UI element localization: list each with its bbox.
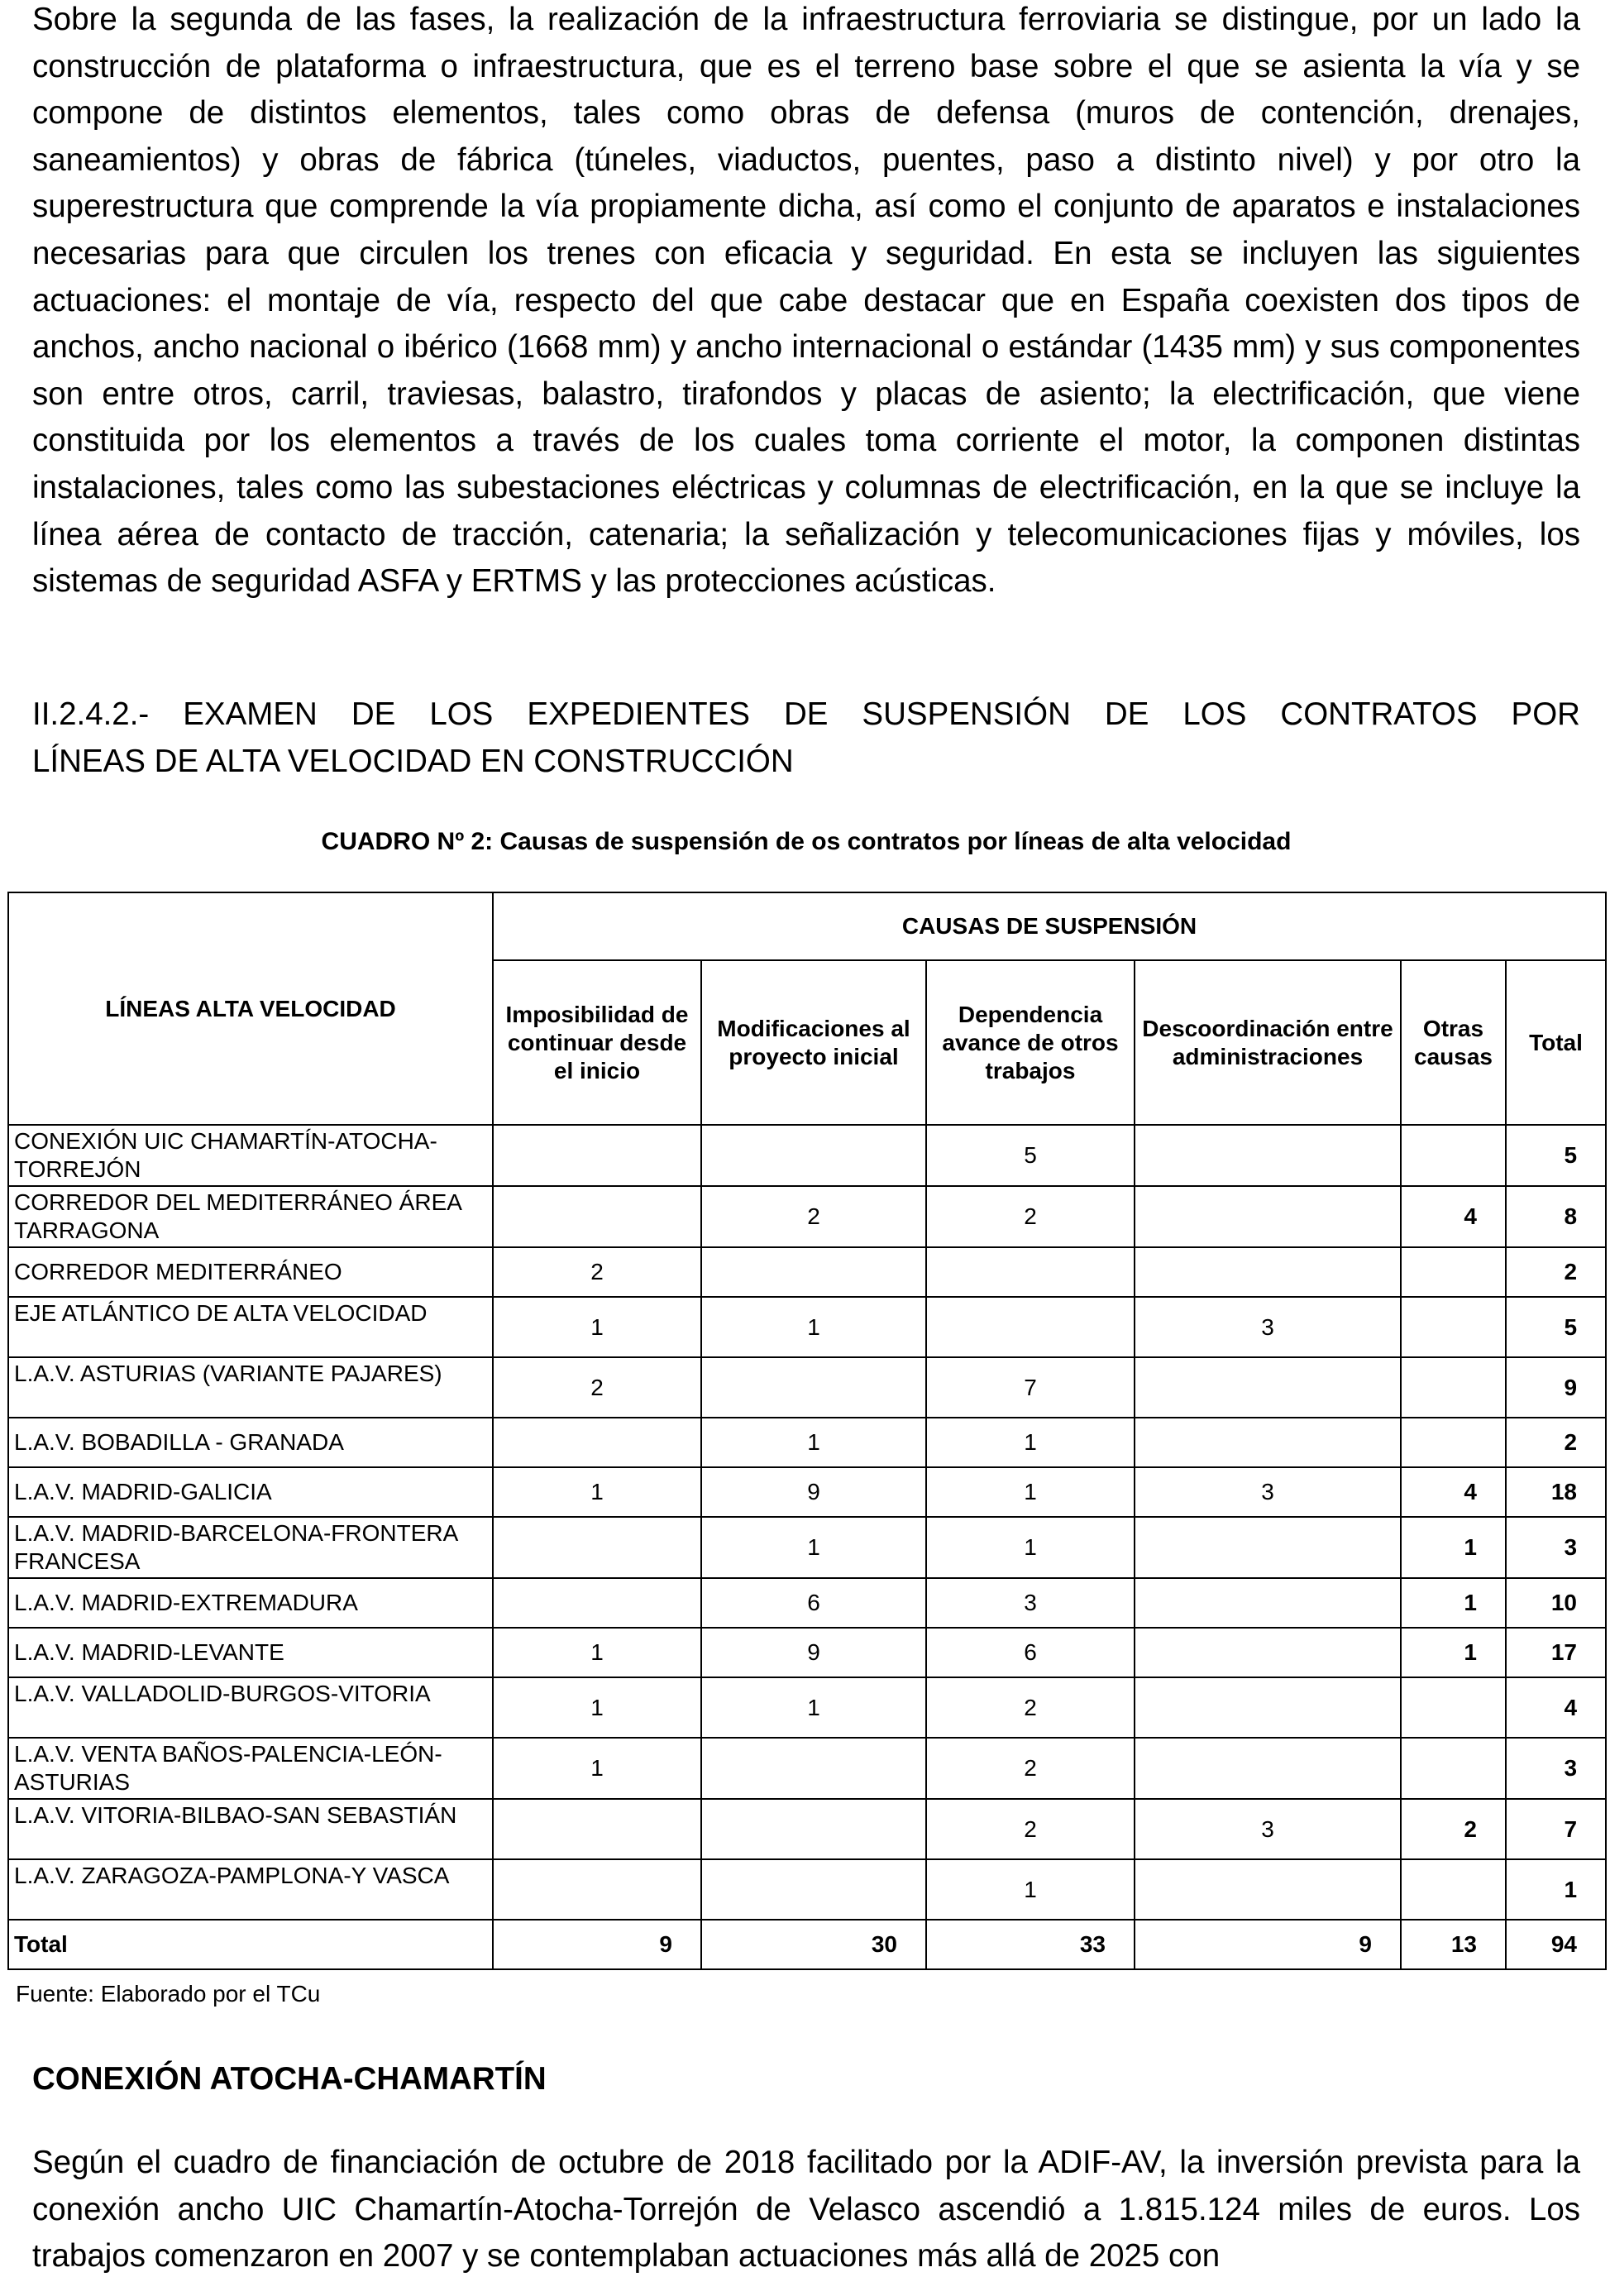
cell-c5: 1 — [1401, 1517, 1506, 1578]
row-name: CORREDOR MEDITERRÁNEO — [8, 1247, 493, 1297]
cell-c3: 2 — [926, 1186, 1135, 1247]
cell-total: 17 — [1506, 1628, 1606, 1677]
table-row — [8, 1517, 1606, 1578]
cell-c1 — [493, 1799, 701, 1859]
table-row — [8, 1628, 1606, 1677]
section-heading — [32, 691, 1580, 785]
cell-c3 — [926, 1247, 1135, 1297]
cell-c4 — [1135, 1247, 1401, 1297]
cell-c2: 2 — [701, 1186, 926, 1247]
cell-c2: 1 — [701, 1418, 926, 1467]
cell-total: 3 — [1506, 1738, 1606, 1799]
cell-c1: 1 — [493, 1628, 701, 1677]
cell-c5 — [1401, 1125, 1506, 1186]
header-col-5: Otras causas — [1401, 960, 1506, 1125]
cell-c3: 2 — [926, 1738, 1135, 1799]
cell-c5: 4 — [1401, 1186, 1506, 1247]
cell-c5 — [1401, 1418, 1506, 1467]
header-causes-group: CAUSAS DE SUSPENSIÓN — [493, 892, 1606, 960]
cell-c4 — [1135, 1186, 1401, 1247]
cell-total: 2 — [1506, 1247, 1606, 1297]
header-col-1: Imposibilidad de continuar desde el inicio — [493, 960, 701, 1125]
cell-c3: 1 — [926, 1517, 1135, 1578]
row-name: L.A.V. ZARAGOZA-PAMPLONA-Y VASCA — [8, 1859, 493, 1920]
table-row — [8, 1738, 1606, 1799]
cell-c4: 3 — [1135, 1467, 1401, 1517]
table-row — [8, 1247, 1606, 1297]
table-row — [8, 1677, 1606, 1738]
cell-c5 — [1401, 1297, 1506, 1357]
cell-total: 94 — [1506, 1920, 1606, 1969]
row-name: L.A.V. MADRID-BARCELONA-FRONTERA FRANCESA — [8, 1517, 493, 1578]
cell-c2: 6 — [701, 1578, 926, 1628]
cell-c1 — [493, 1859, 701, 1920]
table-row — [8, 1467, 1606, 1517]
row-name: L.A.V. MADRID-EXTREMADURA — [8, 1578, 493, 1628]
cell-total: 1 — [1506, 1859, 1606, 1920]
table-row — [8, 1125, 1606, 1186]
cell-c4 — [1135, 1517, 1401, 1578]
row-name: Total — [8, 1920, 493, 1969]
cell-c2 — [701, 1799, 926, 1859]
cell-total: 10 — [1506, 1578, 1606, 1628]
cell-c2: 1 — [701, 1517, 926, 1578]
cell-c2 — [701, 1859, 926, 1920]
cell-c4 — [1135, 1357, 1401, 1418]
cell-total: 18 — [1506, 1467, 1606, 1517]
cell-c3: 6 — [926, 1628, 1135, 1677]
cell-c4 — [1135, 1628, 1401, 1677]
header-col-total: Total — [1506, 960, 1606, 1125]
section-heading-line2: LÍNEAS DE ALTA VELOCIDAD EN CONSTRUCCIÓN — [32, 743, 794, 779]
table-caption: CUADRO Nº 2: Causas de suspensión de os contratos por líneas de alta velocidad — [321, 828, 1292, 855]
table-row — [8, 1799, 1606, 1859]
cell-total: 2 — [1506, 1418, 1606, 1467]
header-lines: LÍNEAS ALTA VELOCIDAD — [8, 892, 493, 1125]
row-name: L.A.V. VENTA BAÑOS-PALENCIA-LEÓN-ASTURIAS — [8, 1738, 493, 1799]
cell-c4: 9 — [1135, 1920, 1401, 1969]
cell-c5 — [1401, 1738, 1506, 1799]
conn-heading: CONEXIÓN ATOCHA-CHAMARTÍN — [32, 2061, 547, 2097]
cell-c2: 9 — [701, 1628, 926, 1677]
cell-c5: 4 — [1401, 1467, 1506, 1517]
cell-c1: 2 — [493, 1247, 701, 1297]
cell-c5: 1 — [1401, 1578, 1506, 1628]
cell-c1: 1 — [493, 1467, 701, 1517]
row-name: CONEXIÓN UIC CHAMARTÍN-ATOCHA-TORREJÓN — [8, 1125, 493, 1186]
cell-total: 4 — [1506, 1677, 1606, 1738]
row-name: EJE ATLÁNTICO DE ALTA VELOCIDAD — [8, 1297, 493, 1357]
cell-c4 — [1135, 1418, 1401, 1467]
conn-paragraph: Según el cuadro de financiación de octubre de 2018 facilitado por la ADIF-AV, la inversión prevista para la conexión ancho UIC Chamartín-Atocha-Torrejón de Velasco ascendió a 1.815.124 miles de euros. Los trabajos comenzaron en 2007 y se contemplaban actuaciones más allá de 2025 con — [32, 2145, 1580, 2274]
row-name: L.A.V. ASTURIAS (VARIANTE PAJARES) — [8, 1357, 493, 1418]
cell-c1 — [493, 1418, 701, 1467]
cell-c1: 1 — [493, 1677, 701, 1738]
cell-c3: 1 — [926, 1418, 1135, 1467]
cell-total: 5 — [1506, 1297, 1606, 1357]
cell-c2: 1 — [701, 1297, 926, 1357]
cell-total: 7 — [1506, 1799, 1606, 1859]
cell-c5: 1 — [1401, 1628, 1506, 1677]
cell-c1 — [493, 1125, 701, 1186]
cell-c4 — [1135, 1859, 1401, 1920]
intro-paragraph: Sobre la segunda de las fases, la realización de la infraestructura ferroviaria se distingue, por un lado la construcción de plataforma o infraestructura, que es el terreno base sobre el que se asienta la vía y se compone de distintos elementos, tales como obras de defensa (muros de contención, drenajes, saneamientos) y obras de fábrica (túneles, viaductos, puentes, paso a distinto nivel) y por otro la superestructura que comprende la vía propiamente dicha, así como el conjunto de aparatos e instalaciones necesarias para que circulen los trenes con eficacia y seguridad. En esta se incluyen las siguientes actuaciones: el montaje de vía, respecto del que cabe destacar que en España coexisten dos tipos de anchos, ancho nacional o ibérico (1668 mm) y ancho internacional o estándar (1435 mm) y sus componentes son entre otros, carril, traviesas, balastro, tirafondos y placas de asiento; la electrificación, que viene constituida por los elementos a través de los cuales toma corriente el motor, la componen distintas instalaciones, tales como las subestaciones eléctricas y columnas de electrificación, en la que se incluye la línea aérea de contacto de tracción, catenaria; la señalización y telecomunicaciones fijas y móviles, los sistemas de seguridad ASFA y ERTMS y las protecciones acústicas. — [32, 2, 1580, 600]
header-col-4: Descoordinación entre administraciones — [1135, 960, 1401, 1125]
cell-c5: 13 — [1401, 1920, 1506, 1969]
cell-total: 8 — [1506, 1186, 1606, 1247]
row-name: L.A.V. MADRID-GALICIA — [8, 1467, 493, 1517]
cell-c5 — [1401, 1357, 1506, 1418]
cell-c3: 33 — [926, 1920, 1135, 1969]
cell-c1: 2 — [493, 1357, 701, 1418]
cell-c5 — [1401, 1677, 1506, 1738]
suspension-causes-table — [7, 892, 1607, 1970]
cell-c5 — [1401, 1859, 1506, 1920]
cell-c3: 5 — [926, 1125, 1135, 1186]
row-name: CORREDOR DEL MEDITERRÁNEO ÁREA TARRAGONA — [8, 1186, 493, 1247]
cell-c3: 1 — [926, 1859, 1135, 1920]
table-total-row — [8, 1920, 1606, 1969]
cell-c4 — [1135, 1738, 1401, 1799]
section-heading-line1: II.2.4.2.- EXAMEN DE LOS EXPEDIENTES DE SUSPENSIÓN DE LOS CONTRATOS POR — [32, 696, 1580, 732]
cell-c2 — [701, 1247, 926, 1297]
cell-c5 — [1401, 1247, 1506, 1297]
cell-c2: 1 — [701, 1677, 926, 1738]
table-row — [8, 1357, 1606, 1418]
cell-total: 3 — [1506, 1517, 1606, 1578]
cell-c1: 1 — [493, 1297, 701, 1357]
table-row — [8, 1859, 1606, 1920]
cell-c1: 1 — [493, 1738, 701, 1799]
table-row — [8, 1578, 1606, 1628]
cell-c3: 3 — [926, 1578, 1135, 1628]
row-name: L.A.V. VALLADOLID-BURGOS-VITORIA — [8, 1677, 493, 1738]
cell-c2: 30 — [701, 1920, 926, 1969]
row-name: L.A.V. BOBADILLA - GRANADA — [8, 1418, 493, 1467]
cell-total: 9 — [1506, 1357, 1606, 1418]
cell-c3: 1 — [926, 1467, 1135, 1517]
table-row — [8, 1297, 1606, 1357]
table-row — [8, 1186, 1606, 1247]
cell-c4: 3 — [1135, 1799, 1401, 1859]
cell-c4 — [1135, 1677, 1401, 1738]
cell-total: 5 — [1506, 1125, 1606, 1186]
cell-c1: 9 — [493, 1920, 701, 1969]
row-name: L.A.V. MADRID-LEVANTE — [8, 1628, 493, 1677]
cell-c3: 7 — [926, 1357, 1135, 1418]
cell-c5: 2 — [1401, 1799, 1506, 1859]
cell-c4 — [1135, 1578, 1401, 1628]
cell-c2 — [701, 1738, 926, 1799]
cell-c4: 3 — [1135, 1297, 1401, 1357]
header-col-3: Dependencia avance de otros trabajos — [926, 960, 1135, 1125]
cell-c1 — [493, 1517, 701, 1578]
cell-c3 — [926, 1297, 1135, 1357]
cell-c3: 2 — [926, 1799, 1135, 1859]
header-col-2: Modificaciones al proyecto inicial — [701, 960, 926, 1125]
source-note: Fuente: Elaborado por el TCu — [16, 1981, 321, 2007]
cell-c2 — [701, 1357, 926, 1418]
cell-c3: 2 — [926, 1677, 1135, 1738]
cell-c2: 9 — [701, 1467, 926, 1517]
cell-c4 — [1135, 1125, 1401, 1186]
table-row — [8, 1418, 1606, 1467]
cell-c2 — [701, 1125, 926, 1186]
cell-c1 — [493, 1186, 701, 1247]
cell-c1 — [493, 1578, 701, 1628]
row-name: L.A.V. VITORIA-BILBAO-SAN SEBASTIÁN — [8, 1799, 493, 1859]
